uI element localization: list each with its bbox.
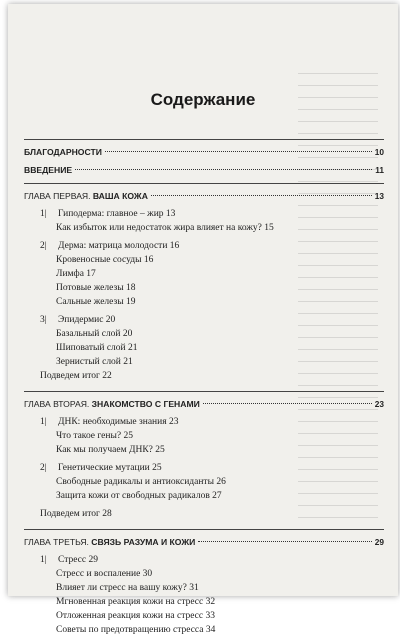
dot-leader — [75, 169, 372, 170]
toc-subsection[interactable] — [56, 581, 384, 595]
section-number: 2| — [40, 241, 47, 251]
chapter-page: 29 — [374, 537, 384, 547]
subsection-label: Защита кожи от свободных радикалов 27 — [56, 491, 222, 501]
toc-chapter-2[interactable] — [24, 397, 384, 411]
toc-section[interactable] — [40, 207, 384, 221]
toc-section[interactable] — [40, 313, 384, 327]
divider — [24, 529, 384, 530]
toc-entry-label: ВВЕДЕНИЕ — [24, 165, 73, 175]
toc-subsection[interactable] — [56, 281, 384, 295]
toc-summary[interactable] — [40, 369, 384, 383]
section-number: 3| — [40, 315, 47, 325]
toc-subsection[interactable] — [56, 221, 384, 235]
toc-entry-page: 11 — [375, 165, 384, 175]
chapter-prefix: ГЛАВА ВТОРАЯ. — [24, 399, 90, 409]
dot-leader — [105, 151, 372, 152]
toc-entry-acknowledgements[interactable] — [24, 145, 384, 159]
subsection-label: Шиповатый слой 21 — [56, 343, 138, 353]
subsection-label: Потовые железы 18 — [56, 283, 136, 293]
toc-section[interactable] — [40, 239, 384, 253]
chapter-page: 13 — [374, 191, 384, 201]
section-number: 2| — [40, 463, 47, 473]
section-label: Генетические мутации 25 — [58, 463, 162, 473]
toc-entry-introduction[interactable] — [24, 163, 384, 177]
toc-section[interactable] — [40, 553, 384, 567]
dot-leader — [203, 403, 372, 404]
summary-label: Подведем итог 28 — [40, 509, 112, 519]
dot-leader — [151, 195, 372, 196]
toc-section[interactable] — [40, 461, 384, 475]
page-title: Содержание — [150, 90, 256, 109]
section-number: 1| — [40, 417, 47, 427]
toc-chapter-3[interactable] — [24, 535, 384, 549]
subsection-label: Стресс и воспаление 30 — [56, 569, 153, 579]
toc-entry-label: БЛАГОДАРНОСТИ — [24, 147, 102, 157]
subsection-label: Отложенная реакция кожи на стресс 33 — [56, 611, 215, 621]
toc-subsection[interactable] — [56, 443, 384, 457]
toc-subsection[interactable] — [56, 341, 384, 355]
section-label: ДНК: необходимые знания 23 — [58, 417, 179, 427]
section-number: 1| — [40, 209, 47, 219]
section-label: Стресс 29 — [58, 555, 98, 565]
toc-subsection[interactable] — [56, 355, 384, 369]
toc-subsection[interactable] — [56, 267, 384, 281]
chapter-name: ЗНАКОМСТВО С ГЕНАМИ — [91, 399, 200, 409]
toc-subsection[interactable] — [56, 253, 384, 267]
section-number: 1| — [40, 555, 47, 565]
toc-subsection[interactable] — [56, 609, 384, 623]
subsection-label: Сальные железы 19 — [56, 297, 136, 307]
subsection-label: Как мы получаем ДНК? 25 — [56, 445, 165, 455]
dot-leader — [198, 541, 371, 542]
toc-entry-page: 10 — [374, 147, 384, 157]
toc-chapter-1[interactable] — [24, 189, 384, 203]
table-of-contents — [24, 134, 384, 637]
toc-subsection[interactable] — [56, 475, 384, 489]
divider — [24, 139, 384, 140]
subsection-label: Влияет ли стресс на вашу кожу? 31 — [56, 583, 199, 593]
chapter-prefix: ГЛАВА ТРЕТЬЯ. — [24, 537, 89, 547]
toc-summary[interactable] — [40, 507, 384, 521]
subsection-label: Как избыток или недостаток жира влияет на кожу? 15 — [56, 223, 274, 233]
book-page — [8, 4, 398, 635]
subsection-label: Свободные радикалы и антиоксиданты 26 — [56, 477, 226, 487]
section-label: Эпидермис 20 — [58, 315, 116, 325]
subsection-label: Зернистый слой 21 — [56, 357, 133, 367]
toc-subsection[interactable] — [56, 567, 384, 581]
subsection-label: Мгновенная реакция кожи на стресс 32 — [56, 597, 216, 607]
chapter-name: СВЯЗЬ РАЗУМА И КОЖИ — [91, 537, 196, 547]
chapter-page: 23 — [374, 399, 384, 409]
chapter-prefix: ГЛАВА ПЕРВАЯ. — [24, 191, 91, 201]
subsection-label: Кровеносные сосуды 16 — [56, 255, 154, 265]
toc-subsection[interactable] — [56, 595, 384, 609]
toc-subsection[interactable] — [56, 429, 384, 443]
toc-subsection[interactable] — [56, 295, 384, 309]
subsection-label: Базальный слой 20 — [56, 329, 133, 339]
subsection-label: Советы по предотвращению стресса 34 — [56, 625, 216, 635]
summary-label: Подведем итог 22 — [40, 371, 112, 381]
section-label: Дерма: матрица молодости 16 — [58, 241, 180, 251]
subsection-label: Что такое гены? 25 — [56, 431, 133, 441]
divider — [24, 183, 384, 184]
chapter-name: ВАША КОЖА — [92, 191, 148, 201]
divider — [24, 391, 384, 392]
toc-section[interactable] — [40, 415, 384, 429]
toc-subsection[interactable] — [56, 327, 384, 341]
subsection-label: Лимфа 17 — [56, 269, 96, 279]
toc-subsection[interactable] — [56, 623, 384, 637]
section-label: Гиподерма: главное – жир 13 — [58, 209, 176, 219]
toc-subsection[interactable] — [56, 489, 384, 503]
